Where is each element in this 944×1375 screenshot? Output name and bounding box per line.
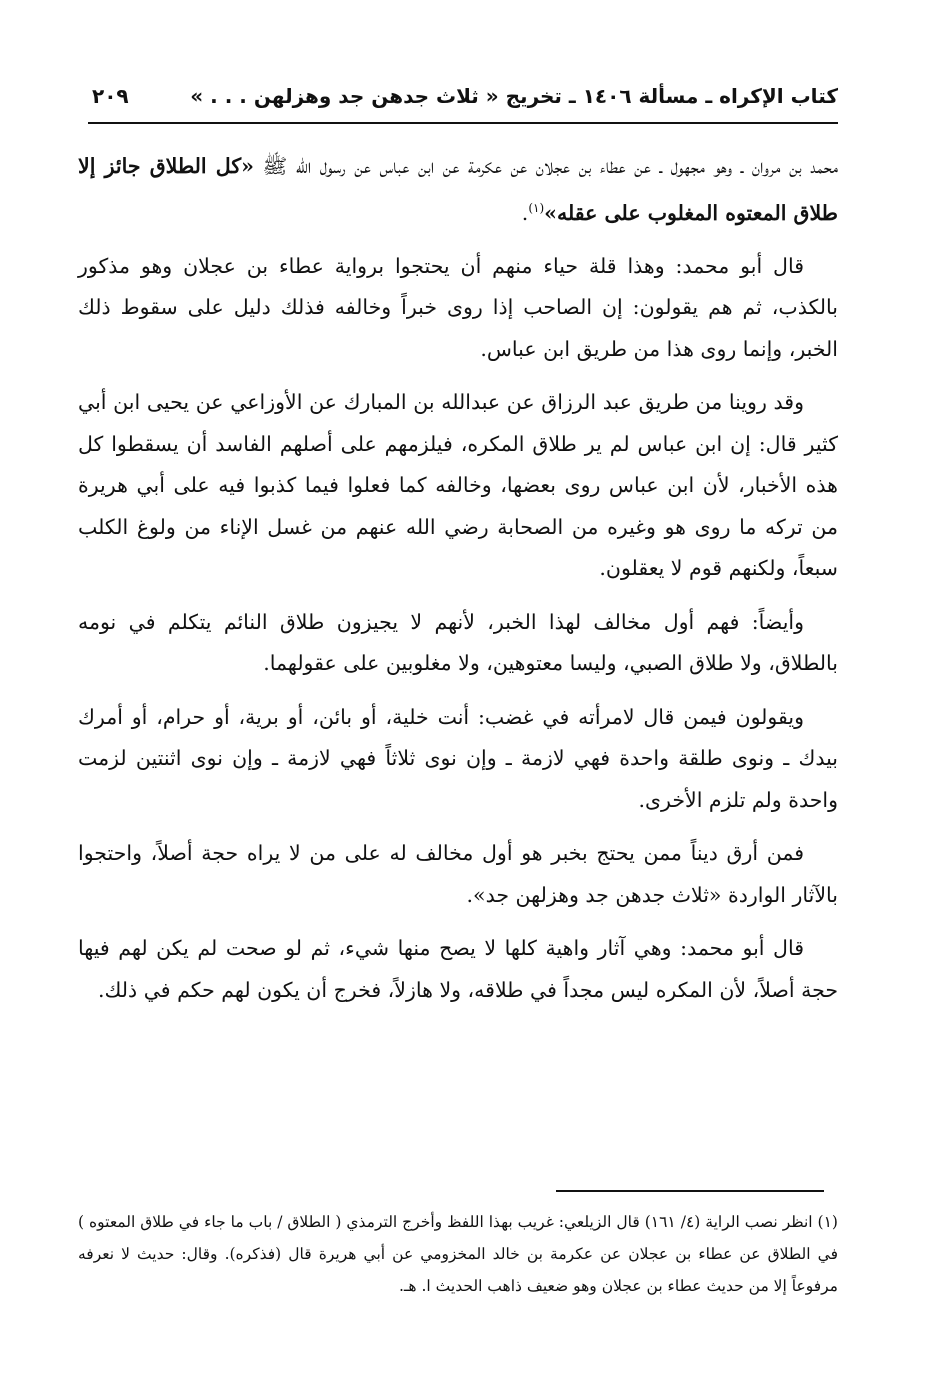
footnote: (١) انظر نصب الراية (٤/ ١٦١) قال الزيلعي: غريب بهذا اللفظ وأخرج الترمذي ( الطلاق / باب ما جاء في طلاق المعتوه ) في الطلاق عن عطاء بن عجلان عن عكرمة بن خالد المخزومي عن أبي هريرة قال (فذكره). وقال: حديث لا نعرفه مرفوعاً إلا من حديث عطاء بن عجلان وهو ضعيف ذاهب الحديث ا. هـ. bbox=[78, 1213, 838, 1295]
footnote-rule bbox=[556, 1190, 824, 1192]
paragraph-5: ويقولون فيمن قال لامرأته في غضب: أنت خلية، أو بائن، أو برية، أو حرام، أو أمرك بيدك ـ ونوى طلقة واحدة فهي لازمة ـ وإن نوى ثلاثاً فهي لازمة ـ وإن نوى اثنتين لزمت واحدة ولم تلزم الأخرى. bbox=[78, 704, 838, 812]
book-page bbox=[78, 78, 838, 1318]
page-header bbox=[78, 78, 838, 118]
running-title: كتاب الإكراه ـ مسألة ١٤٠٦ ـ تخريج « ثلاث جدهن جد وهزلهن . . . » bbox=[190, 84, 838, 108]
paragraph-4: وأيضاً: فهم أول مخالف لهذا الخبر، لأنهم لا يجيزون طلاق النائم يتكلم في نومه بالطلاق، ولا طلاق الصبي، وليسا معتوهين، ولا مغلوبين على عقولهما. bbox=[78, 609, 838, 676]
header-rule bbox=[88, 122, 838, 124]
paragraph-2: قال أبو محمد: وهذا قلة حياء منهم أن يحتجوا برواية عطاء بن عجلان وهو مذكور بالكذب، ثم هم يقولون: إن الصاحب إذا روى خبراً وخالفه فذلك دليل على سقوط ذلك الخبر، وإنما روى هذا من طريق ابن عباس. bbox=[78, 253, 838, 361]
paragraph-7: قال أبو محمد: وهي آثار واهية كلها لا يصح منها شيء، ثم لو صحت لم يكن لهم فيها حجة أصلاً، لأن المكره ليس مجداً في طلاقه، ولا هازلاً، فخرج أن يكون لهم حكم في ذلك. bbox=[78, 936, 838, 1002]
paragraph-3: وقد روينا من طريق عبد الرزاق عن عبدالله بن المبارك عن الأوزاعي عن يحيى ابن أبي كثير قال: إن ابن عباس لم ير طلاق المكره، فيلزمهم على أصلهم الفاسد أن يسقطوا كل هذه الأخبار، لأن ابن عباس روى بعضها، وخالفه كما فعلوا فيما كذبوا فيه على أبي هريرة من تركه ما روى هو وغيره من الصحابة رضي الله عنهم من غسل الإناء من ولوغ الكلب سبعاً، ولكنهم قوم لا يعقلون. bbox=[78, 390, 838, 581]
paragraph-6: فمن أرق ديناً ممن يحتج بخبر هو أول مخالف له على من لا يراه حجة أصلاً، واحتجوا بالآثار الواردة «ثلاث جدهن جد وهزلهن جد». bbox=[78, 841, 838, 907]
hadith-quote: «كل الطلاق جائز إلا طلاق المعتوه المغلوب على عقله» bbox=[78, 154, 838, 225]
page-number: ٢٠٩ bbox=[92, 84, 129, 108]
paragraph-1 bbox=[78, 146, 838, 234]
main-text bbox=[78, 146, 838, 1023]
paragraph-1-text: محمد بن مروان ـ وهو مجهول ـ عن عطاء بن عجلان عن عكرمة عن ابن عباس عن رسول الله ﷺ bbox=[253, 154, 838, 178]
footnote-marker: (١) bbox=[528, 200, 545, 215]
paragraph-1-end: . bbox=[521, 200, 529, 225]
